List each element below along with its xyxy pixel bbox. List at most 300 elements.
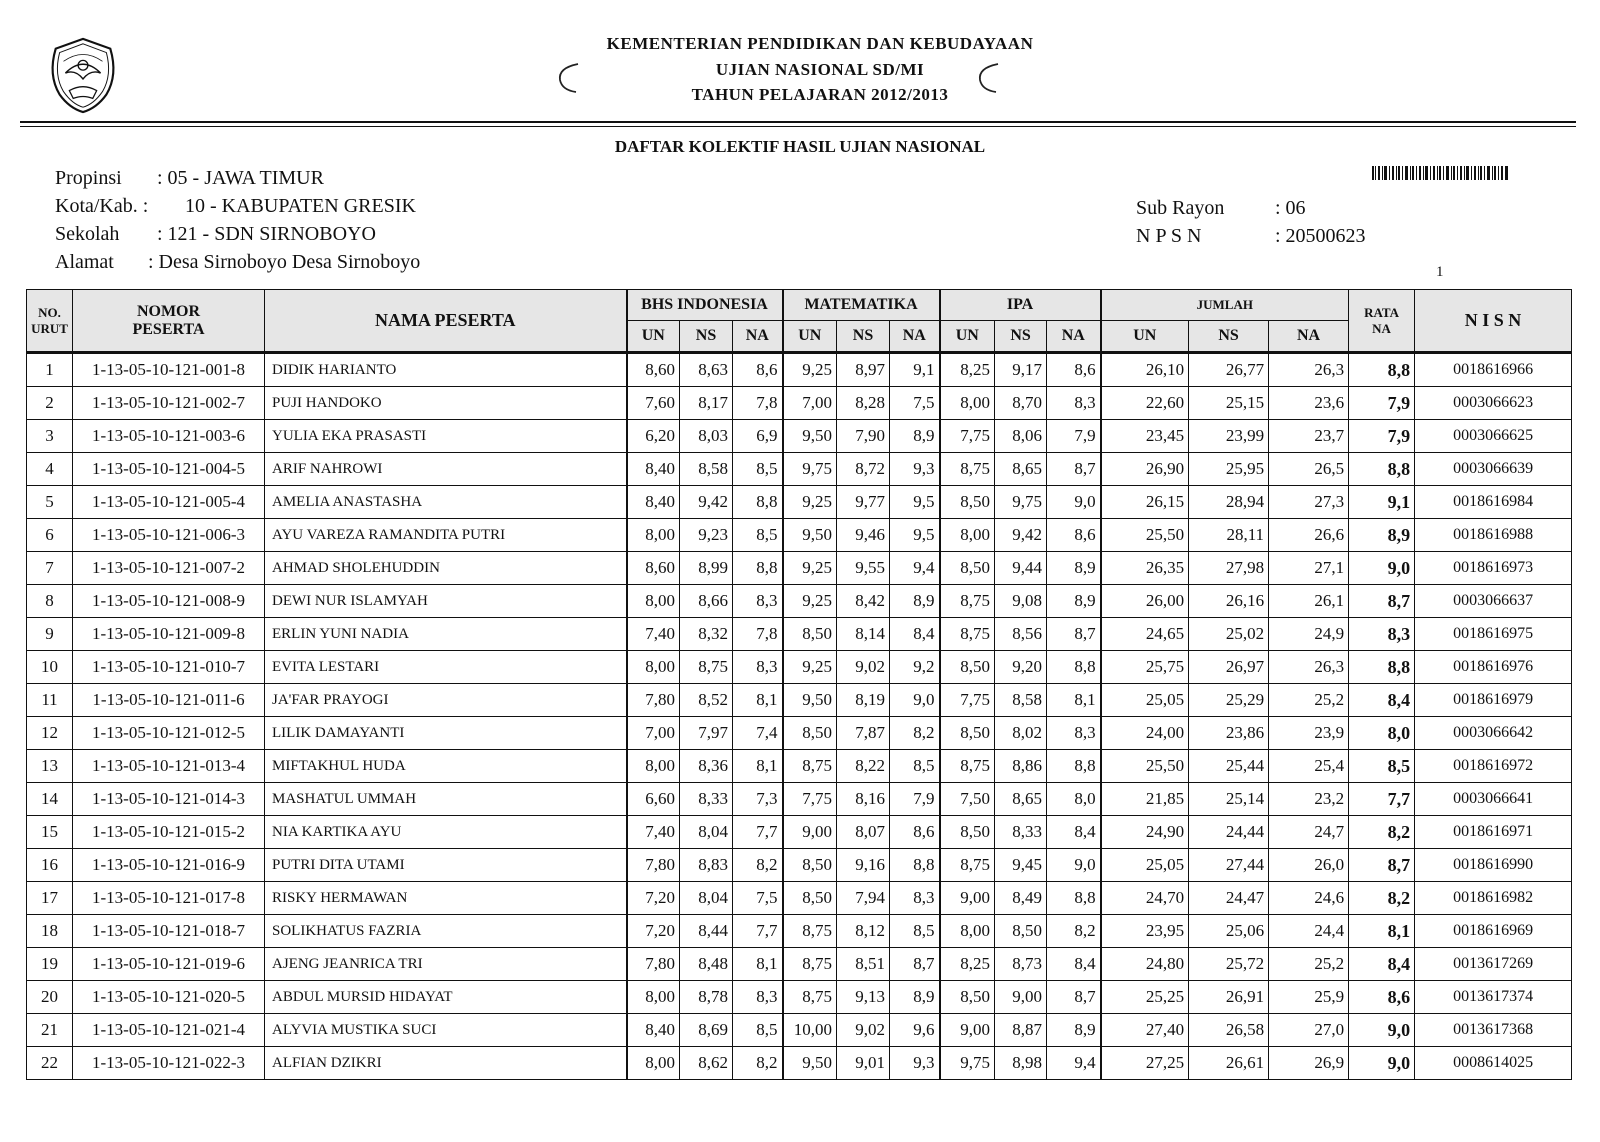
cell-rata-na: 8,1 [1349, 915, 1415, 948]
cell-jumlah-na: 27,1 [1269, 552, 1349, 585]
cell-no-urut: 22 [27, 1047, 73, 1080]
cell-jumlah-na: 25,4 [1269, 750, 1349, 783]
cell-jumlah-ns: 28,11 [1189, 519, 1269, 552]
cell-ipa-un: 7,75 [940, 420, 995, 453]
table-row [27, 1014, 1572, 1047]
cell-rata-na: 8,0 [1349, 717, 1415, 750]
cell-bhs-na: 8,5 [733, 519, 783, 552]
cell-bhs-un: 8,40 [627, 453, 680, 486]
cell-bhs-un: 8,00 [627, 585, 680, 618]
header-rule [20, 121, 1576, 123]
cell-jumlah-ns: 28,94 [1189, 486, 1269, 519]
cell-jumlah-ns: 25,15 [1189, 387, 1269, 420]
cell-bhs-ns: 8,62 [680, 1047, 733, 1080]
cell-no-urut: 12 [27, 717, 73, 750]
cell-ipa-un: 8,00 [940, 915, 995, 948]
cell-ipa-un: 8,50 [940, 486, 995, 519]
cell-nisn: 0018616966 [1415, 353, 1572, 387]
cell-nomor-peserta: 1-13-05-10-121-021-4 [73, 1014, 265, 1047]
cell-bhs-ns: 8,04 [680, 816, 733, 849]
cell-bhs-ns: 8,17 [680, 387, 733, 420]
cell-bhs-un: 8,00 [627, 519, 680, 552]
header-ipa: IPA [940, 290, 1101, 321]
cell-no-urut: 19 [27, 948, 73, 981]
cell-mat-ns: 7,90 [837, 420, 890, 453]
cell-rata-na: 7,9 [1349, 387, 1415, 420]
cell-bhs-un: 7,00 [627, 717, 680, 750]
cell-bhs-ns: 8,03 [680, 420, 733, 453]
cell-jumlah-ns: 25,14 [1189, 783, 1269, 816]
cell-bhs-ns: 8,78 [680, 981, 733, 1014]
table-row [27, 486, 1572, 519]
header-bhs-indonesia: BHS INDONESIA [627, 290, 783, 321]
cell-nisn: 0018616972 [1415, 750, 1572, 783]
table-row [27, 816, 1572, 849]
cell-mat-ns: 9,13 [837, 981, 890, 1014]
cell-bhs-un: 7,80 [627, 948, 680, 981]
table-row [27, 420, 1572, 453]
sub-na: NA [1269, 321, 1349, 353]
cell-ipa-na: 8,4 [1047, 816, 1101, 849]
cell-nama-peserta: PUTRI DITA UTAMI [265, 849, 627, 882]
cell-mat-ns: 8,16 [837, 783, 890, 816]
cell-mat-un: 9,50 [783, 420, 837, 453]
cell-nisn: 0018616982 [1415, 882, 1572, 915]
header-nomor: NOMOR [136, 302, 201, 320]
cell-jumlah-na: 27,3 [1269, 486, 1349, 519]
cell-bhs-un: 6,20 [627, 420, 680, 453]
table-row [27, 519, 1572, 552]
subrayon-label: Sub Rayon [1136, 197, 1225, 219]
cell-ipa-na: 8,8 [1047, 882, 1101, 915]
cell-jumlah-un: 25,50 [1101, 750, 1189, 783]
cell-rata-na: 8,6 [1349, 981, 1415, 1014]
cell-ipa-un: 8,75 [940, 585, 995, 618]
cell-bhs-un: 7,80 [627, 684, 680, 717]
cell-nomor-peserta: 1-13-05-10-121-017-8 [73, 882, 265, 915]
cell-bhs-un: 8,00 [627, 1047, 680, 1080]
cell-mat-un: 9,50 [783, 519, 837, 552]
header-peserta: PESERTA [132, 320, 205, 338]
alamat-value: : Desa Sirnoboyo Desa Sirnoboyo [148, 251, 421, 273]
cell-ipa-ns: 9,45 [995, 849, 1047, 882]
cell-nama-peserta: JA'FAR PRAYOGI [265, 684, 627, 717]
cell-ipa-ns: 8,73 [995, 948, 1047, 981]
header-rata-na [1349, 290, 1415, 353]
cell-jumlah-un: 21,85 [1101, 783, 1189, 816]
sub-ns: NS [1189, 321, 1269, 353]
cell-mat-un: 9,25 [783, 353, 837, 387]
cell-jumlah-un: 26,90 [1101, 453, 1189, 486]
cell-ipa-ns: 8,02 [995, 717, 1047, 750]
punch-hole-left [552, 60, 592, 96]
sub-na: NA [733, 321, 783, 353]
cell-no-urut: 4 [27, 453, 73, 486]
cell-bhs-na: 8,3 [733, 651, 783, 684]
cell-no-urut: 21 [27, 1014, 73, 1047]
cell-bhs-un: 8,00 [627, 981, 680, 1014]
cell-mat-ns: 8,14 [837, 618, 890, 651]
cell-jumlah-na: 26,3 [1269, 651, 1349, 684]
cell-bhs-na: 8,2 [733, 849, 783, 882]
cell-jumlah-un: 27,40 [1101, 1014, 1189, 1047]
cell-no-urut: 11 [27, 684, 73, 717]
cell-nomor-peserta: 1-13-05-10-121-018-7 [73, 915, 265, 948]
cell-jumlah-un: 24,00 [1101, 717, 1189, 750]
cell-mat-ns: 8,97 [837, 353, 890, 387]
cell-rata-na: 8,3 [1349, 618, 1415, 651]
cell-rata-na: 9,1 [1349, 486, 1415, 519]
cell-mat-na: 9,4 [890, 552, 940, 585]
cell-mat-ns: 9,55 [837, 552, 890, 585]
cell-bhs-ns: 8,63 [680, 353, 733, 387]
cell-nisn: 0018616984 [1415, 486, 1572, 519]
cell-ipa-ns: 8,87 [995, 1014, 1047, 1047]
cell-mat-ns: 9,02 [837, 1014, 890, 1047]
cell-nama-peserta: NIA KARTIKA AYU [265, 816, 627, 849]
cell-mat-na: 8,6 [890, 816, 940, 849]
cell-nomor-peserta: 1-13-05-10-121-002-7 [73, 387, 265, 420]
cell-bhs-un: 8,60 [627, 552, 680, 585]
results-table [26, 289, 1572, 1080]
cell-mat-na: 7,5 [890, 387, 940, 420]
table-row [27, 1047, 1572, 1080]
cell-nisn: 0003066623 [1415, 387, 1572, 420]
cell-jumlah-na: 24,7 [1269, 816, 1349, 849]
npsn-value: : 20500623 [1275, 225, 1366, 247]
cell-mat-na: 9,3 [890, 453, 940, 486]
tut-wuri-handayani-logo [44, 36, 122, 114]
cell-nama-peserta: DIDIK HARIANTO [265, 353, 627, 387]
cell-nomor-peserta: 1-13-05-10-121-022-3 [73, 1047, 265, 1080]
cell-no-urut: 13 [27, 750, 73, 783]
table-row [27, 453, 1572, 486]
cell-ipa-ns: 8,70 [995, 387, 1047, 420]
cell-mat-na: 8,2 [890, 717, 940, 750]
cell-mat-un: 7,00 [783, 387, 837, 420]
cell-ipa-un: 8,25 [940, 948, 995, 981]
cell-ipa-un: 8,75 [940, 618, 995, 651]
cell-nisn: 0018616969 [1415, 915, 1572, 948]
cell-bhs-un: 7,60 [627, 387, 680, 420]
cell-ipa-na: 8,7 [1047, 618, 1101, 651]
cell-ipa-na: 8,2 [1047, 915, 1101, 948]
cell-ipa-na: 8,9 [1047, 1014, 1101, 1047]
cell-rata-na: 8,2 [1349, 882, 1415, 915]
cell-jumlah-na: 26,9 [1269, 1047, 1349, 1080]
cell-nama-peserta: EVITA LESTARI [265, 651, 627, 684]
cell-bhs-un: 6,60 [627, 783, 680, 816]
cell-no-urut: 2 [27, 387, 73, 420]
cell-jumlah-un: 25,05 [1101, 684, 1189, 717]
cell-mat-un: 8,75 [783, 948, 837, 981]
cell-ipa-un: 8,75 [940, 750, 995, 783]
cell-mat-un: 7,75 [783, 783, 837, 816]
cell-mat-un: 9,25 [783, 585, 837, 618]
cell-mat-na: 8,4 [890, 618, 940, 651]
cell-jumlah-ns: 26,61 [1189, 1047, 1269, 1080]
header-rule-thin [20, 126, 1576, 127]
cell-bhs-na: 8,5 [733, 1014, 783, 1047]
cell-no-urut: 17 [27, 882, 73, 915]
cell-bhs-ns: 8,66 [680, 585, 733, 618]
cell-jumlah-un: 23,95 [1101, 915, 1189, 948]
cell-mat-ns: 8,07 [837, 816, 890, 849]
cell-nomor-peserta: 1-13-05-10-121-020-5 [73, 981, 265, 1014]
cell-bhs-na: 8,1 [733, 948, 783, 981]
cell-ipa-na: 8,7 [1047, 453, 1101, 486]
cell-mat-na: 9,6 [890, 1014, 940, 1047]
cell-bhs-na: 7,4 [733, 717, 783, 750]
cell-ipa-ns: 9,20 [995, 651, 1047, 684]
cell-ipa-ns: 8,56 [995, 618, 1047, 651]
cell-ipa-na: 8,6 [1047, 519, 1101, 552]
sub-na: NA [890, 321, 940, 353]
table-row [27, 750, 1572, 783]
cell-ipa-un: 9,75 [940, 1047, 995, 1080]
sub-ns: NS [995, 321, 1047, 353]
cell-nisn: 0003066641 [1415, 783, 1572, 816]
cell-no-urut: 16 [27, 849, 73, 882]
cell-ipa-un: 8,00 [940, 519, 995, 552]
cell-mat-na: 9,5 [890, 486, 940, 519]
cell-mat-un: 8,50 [783, 717, 837, 750]
cell-bhs-na: 8,8 [733, 486, 783, 519]
cell-ipa-na: 8,8 [1047, 651, 1101, 684]
cell-bhs-un: 8,40 [627, 486, 680, 519]
cell-ipa-un: 8,25 [940, 353, 995, 387]
cell-jumlah-un: 26,10 [1101, 353, 1189, 387]
cell-mat-ns: 7,94 [837, 882, 890, 915]
cell-nisn: 0003066642 [1415, 717, 1572, 750]
cell-nisn: 0018616990 [1415, 849, 1572, 882]
cell-nisn: 0003066639 [1415, 453, 1572, 486]
cell-mat-na: 8,5 [890, 750, 940, 783]
cell-jumlah-un: 24,80 [1101, 948, 1189, 981]
cell-mat-un: 9,50 [783, 684, 837, 717]
cell-mat-na: 9,1 [890, 353, 940, 387]
cell-rata-na: 9,0 [1349, 552, 1415, 585]
cell-ipa-un: 8,00 [940, 387, 995, 420]
cell-mat-na: 8,9 [890, 420, 940, 453]
cell-rata-na: 8,7 [1349, 585, 1415, 618]
cell-ipa-na: 8,3 [1047, 387, 1101, 420]
cell-nomor-peserta: 1-13-05-10-121-005-4 [73, 486, 265, 519]
cell-mat-na: 7,9 [890, 783, 940, 816]
cell-nomor-peserta: 1-13-05-10-121-013-4 [73, 750, 265, 783]
npsn-label: N P S N [1136, 225, 1202, 247]
cell-nomor-peserta: 1-13-05-10-121-007-2 [73, 552, 265, 585]
cell-mat-na: 8,9 [890, 981, 940, 1014]
cell-mat-na: 9,3 [890, 1047, 940, 1080]
table-row [27, 585, 1572, 618]
cell-jumlah-na: 23,2 [1269, 783, 1349, 816]
cell-nama-peserta: ARIF NAHROWI [265, 453, 627, 486]
cell-nomor-peserta: 1-13-05-10-121-009-8 [73, 618, 265, 651]
cell-rata-na: 8,8 [1349, 453, 1415, 486]
table-row [27, 915, 1572, 948]
cell-rata-na: 8,2 [1349, 816, 1415, 849]
cell-nisn: 0018616979 [1415, 684, 1572, 717]
header-matematika: MATEMATIKA [783, 290, 940, 321]
cell-rata-na: 8,4 [1349, 684, 1415, 717]
header-rata-sub: NA [1372, 320, 1391, 336]
cell-jumlah-un: 27,25 [1101, 1047, 1189, 1080]
cell-mat-na: 9,5 [890, 519, 940, 552]
cell-mat-ns: 9,16 [837, 849, 890, 882]
cell-mat-na: 9,2 [890, 651, 940, 684]
cell-bhs-na: 7,7 [733, 816, 783, 849]
cell-bhs-na: 7,3 [733, 783, 783, 816]
cell-jumlah-na: 24,9 [1269, 618, 1349, 651]
cell-nama-peserta: MIFTAKHUL HUDA [265, 750, 627, 783]
cell-ipa-un: 7,75 [940, 684, 995, 717]
cell-bhs-na: 8,3 [733, 585, 783, 618]
cell-jumlah-ns: 27,98 [1189, 552, 1269, 585]
cell-no-urut: 5 [27, 486, 73, 519]
barcode [1372, 166, 1508, 180]
cell-mat-ns: 9,02 [837, 651, 890, 684]
cell-bhs-na: 8,1 [733, 750, 783, 783]
cell-jumlah-un: 25,05 [1101, 849, 1189, 882]
kota-value: 10 - KABUPATEN GRESIK [185, 195, 416, 217]
cell-bhs-na: 8,2 [733, 1047, 783, 1080]
cell-nisn: 0018616971 [1415, 816, 1572, 849]
cell-jumlah-na: 25,9 [1269, 981, 1349, 1014]
cell-mat-ns: 8,12 [837, 915, 890, 948]
cell-mat-ns: 9,46 [837, 519, 890, 552]
kota-label: Kota/Kab. : [55, 195, 149, 217]
cell-ipa-ns: 9,08 [995, 585, 1047, 618]
cell-ipa-ns: 8,86 [995, 750, 1047, 783]
cell-rata-na: 8,8 [1349, 353, 1415, 387]
cell-jumlah-ns: 25,29 [1189, 684, 1269, 717]
header-no-urut [27, 290, 73, 353]
cell-no-urut: 8 [27, 585, 73, 618]
cell-ipa-ns: 8,65 [995, 453, 1047, 486]
cell-mat-ns: 8,19 [837, 684, 890, 717]
cell-nisn: 0018616976 [1415, 651, 1572, 684]
cell-jumlah-ns: 24,44 [1189, 816, 1269, 849]
cell-jumlah-na: 26,3 [1269, 353, 1349, 387]
cell-jumlah-na: 24,6 [1269, 882, 1349, 915]
subrayon-value: : 06 [1275, 197, 1306, 219]
cell-ipa-ns: 8,65 [995, 783, 1047, 816]
cell-jumlah-ns: 27,44 [1189, 849, 1269, 882]
cell-jumlah-un: 23,45 [1101, 420, 1189, 453]
table-row [27, 981, 1572, 1014]
cell-nama-peserta: ABDUL MURSID HIDAYAT [265, 981, 627, 1014]
sekolah-label: Sekolah [55, 223, 120, 245]
cell-jumlah-na: 23,9 [1269, 717, 1349, 750]
cell-bhs-na: 8,6 [733, 353, 783, 387]
cell-rata-na: 8,9 [1349, 519, 1415, 552]
cell-mat-un: 10,00 [783, 1014, 837, 1047]
cell-mat-un: 9,25 [783, 651, 837, 684]
cell-ipa-ns: 9,17 [995, 353, 1047, 387]
cell-mat-ns: 7,87 [837, 717, 890, 750]
cell-no-urut: 6 [27, 519, 73, 552]
cell-ipa-ns: 8,50 [995, 915, 1047, 948]
page-number: 1 [1436, 264, 1444, 280]
cell-ipa-un: 8,50 [940, 981, 995, 1014]
cell-ipa-na: 9,0 [1047, 849, 1101, 882]
cell-no-urut: 9 [27, 618, 73, 651]
cell-jumlah-ns: 25,06 [1189, 915, 1269, 948]
cell-jumlah-na: 25,2 [1269, 948, 1349, 981]
cell-ipa-na: 9,0 [1047, 486, 1101, 519]
cell-jumlah-ns: 23,86 [1189, 717, 1269, 750]
cell-rata-na: 7,9 [1349, 420, 1415, 453]
cell-nama-peserta: ALYVIA MUSTIKA SUCI [265, 1014, 627, 1047]
cell-jumlah-ns: 26,97 [1189, 651, 1269, 684]
cell-nomor-peserta: 1-13-05-10-121-019-6 [73, 948, 265, 981]
cell-mat-na: 8,8 [890, 849, 940, 882]
cell-mat-ns: 8,22 [837, 750, 890, 783]
cell-nomor-peserta: 1-13-05-10-121-004-5 [73, 453, 265, 486]
table-row [27, 651, 1572, 684]
cell-bhs-un: 7,20 [627, 882, 680, 915]
cell-nisn: 0008614025 [1415, 1047, 1572, 1080]
cell-bhs-ns: 8,52 [680, 684, 733, 717]
sub-ns: NS [837, 321, 890, 353]
cell-ipa-un: 9,00 [940, 882, 995, 915]
cell-no-urut: 10 [27, 651, 73, 684]
cell-mat-na: 8,5 [890, 915, 940, 948]
cell-nisn: 0018616975 [1415, 618, 1572, 651]
cell-jumlah-na: 26,0 [1269, 849, 1349, 882]
cell-bhs-ns: 8,44 [680, 915, 733, 948]
cell-ipa-ns: 8,33 [995, 816, 1047, 849]
ministry-title: KEMENTERIAN PENDIDIKAN DAN KEBUDAYAAN [606, 34, 1034, 53]
cell-ipa-un: 8,50 [940, 552, 995, 585]
sub-un: UN [1101, 321, 1189, 353]
cell-ipa-na: 8,9 [1047, 585, 1101, 618]
cell-mat-na: 8,3 [890, 882, 940, 915]
cell-mat-na: 8,7 [890, 948, 940, 981]
cell-nama-peserta: MASHATUL UMMAH [265, 783, 627, 816]
cell-bhs-ns: 8,75 [680, 651, 733, 684]
header-nomor-peserta [73, 290, 265, 353]
cell-ipa-ns: 9,44 [995, 552, 1047, 585]
table-row [27, 353, 1572, 387]
cell-nomor-peserta: 1-13-05-10-121-011-6 [73, 684, 265, 717]
cell-ipa-na: 8,7 [1047, 981, 1101, 1014]
cell-jumlah-un: 22,60 [1101, 387, 1189, 420]
cell-ipa-un: 8,75 [940, 849, 995, 882]
propinsi-label: Propinsi [55, 167, 122, 189]
cell-jumlah-na: 25,2 [1269, 684, 1349, 717]
cell-jumlah-un: 25,50 [1101, 519, 1189, 552]
cell-rata-na: 8,7 [1349, 849, 1415, 882]
cell-ipa-un: 8,50 [940, 717, 995, 750]
table-row [27, 717, 1572, 750]
sekolah-value: : 121 - SDN SIRNOBOYO [157, 223, 376, 245]
cell-ipa-un: 7,50 [940, 783, 995, 816]
cell-ipa-ns: 8,06 [995, 420, 1047, 453]
cell-bhs-un: 7,40 [627, 816, 680, 849]
cell-jumlah-un: 25,25 [1101, 981, 1189, 1014]
sub-un: UN [940, 321, 995, 353]
cell-nisn: 0018616988 [1415, 519, 1572, 552]
school-year-title: TAHUN PELAJARAN 2012/2013 [691, 85, 949, 104]
cell-mat-na: 9,0 [890, 684, 940, 717]
cell-nama-peserta: DEWI NUR ISLAMYAH [265, 585, 627, 618]
cell-mat-un: 9,25 [783, 552, 837, 585]
cell-mat-ns: 8,28 [837, 387, 890, 420]
cell-nomor-peserta: 1-13-05-10-121-014-3 [73, 783, 265, 816]
cell-nama-peserta: AHMAD SHOLEHUDDIN [265, 552, 627, 585]
